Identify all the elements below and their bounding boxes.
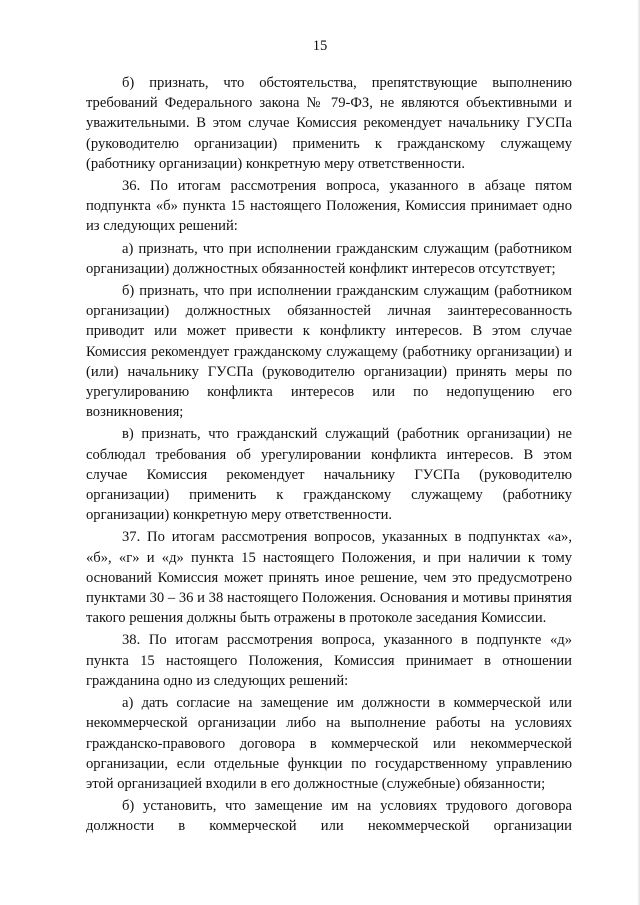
paragraph-36v: в) признать, что гражданский служащий (работник организации) не соблюдал требования об урегулировании конфликта интересов. В этом случае Комиссия рекомендует начальнику ГУСПа (руководителю организации) применить к гражданскому служащему (работнику организации) конкретную меру ответственности. <box>86 426 572 524</box>
paragraph-37: 37. По итогам рассмотрения вопросов, указанных в подпунктах «а», «б», «г» и «д» пункта 15 настоящего Положения, и при наличии к тому оснований Комиссия может принять иное решение, чем это предусмотрено пунктами 30 – 36 и 38 настоящего Положения. Основания и мотивы принятия такого решения должны быть отражены в протоколе заседания Комиссии. <box>86 529 572 627</box>
paragraph-38a: а) дать согласие на замещение им должности в коммерческой или некоммерческой организации либо на выполнение работы на условиях гражданско-правового договора в коммерческой или некоммерческой организации, если отдельные функции по государственному управлению этой организацией входили в его должностные (служебные) обязанности; <box>86 695 572 792</box>
paragraph-36: 36. По итогам рассмотрения вопроса, указанного в абзаце пятом подпункта «б» пункта 15 настоящего Положения, Комиссия принимает одно из следующих решений: <box>86 178 572 235</box>
paragraph-36a: а) признать, что при исполнении гражданским служащим (работником организации) должностных обязанностей конфликт интересов отсутствует; <box>86 240 572 277</box>
paragraph-38: 38. По итогам рассмотрения вопроса, указанного в подпункте «д» пункта 15 настоящего Положения, Комиссия принимает в отношении гражданина одно из следующих решений: <box>86 632 572 689</box>
paragraph-38b: б) установить, что замещение им на условиях трудового договора должности в коммерческой или некоммерческой организации <box>86 798 572 835</box>
document-body <box>86 73 572 839</box>
paragraph-36b: б) признать, что при исполнении гражданским служащим (работником организации) должностных обязанностей личная заинтересованность приводит или может привести к конфликту интересов. В этом случае Комиссия рекомендует гражданскому служащему (работнику организации) и (или) начальнику ГУСПа (руководителю организации) принять меры по урегулированию конфликта интересов или по недопущению его возникновения; <box>86 283 572 421</box>
paragraph-35b: б) признать, что обстоятельства, препятствующие выполнению требований Федерального закона № 79-ФЗ, не являются объективными и уважительными. В этом случае Комиссия рекомендует начальнику ГУСПа (руководителю организации) применить к гражданскому служащему (работнику организации) конкретную меру ответственности. <box>86 75 572 172</box>
page-number: 15 <box>312 38 328 54</box>
